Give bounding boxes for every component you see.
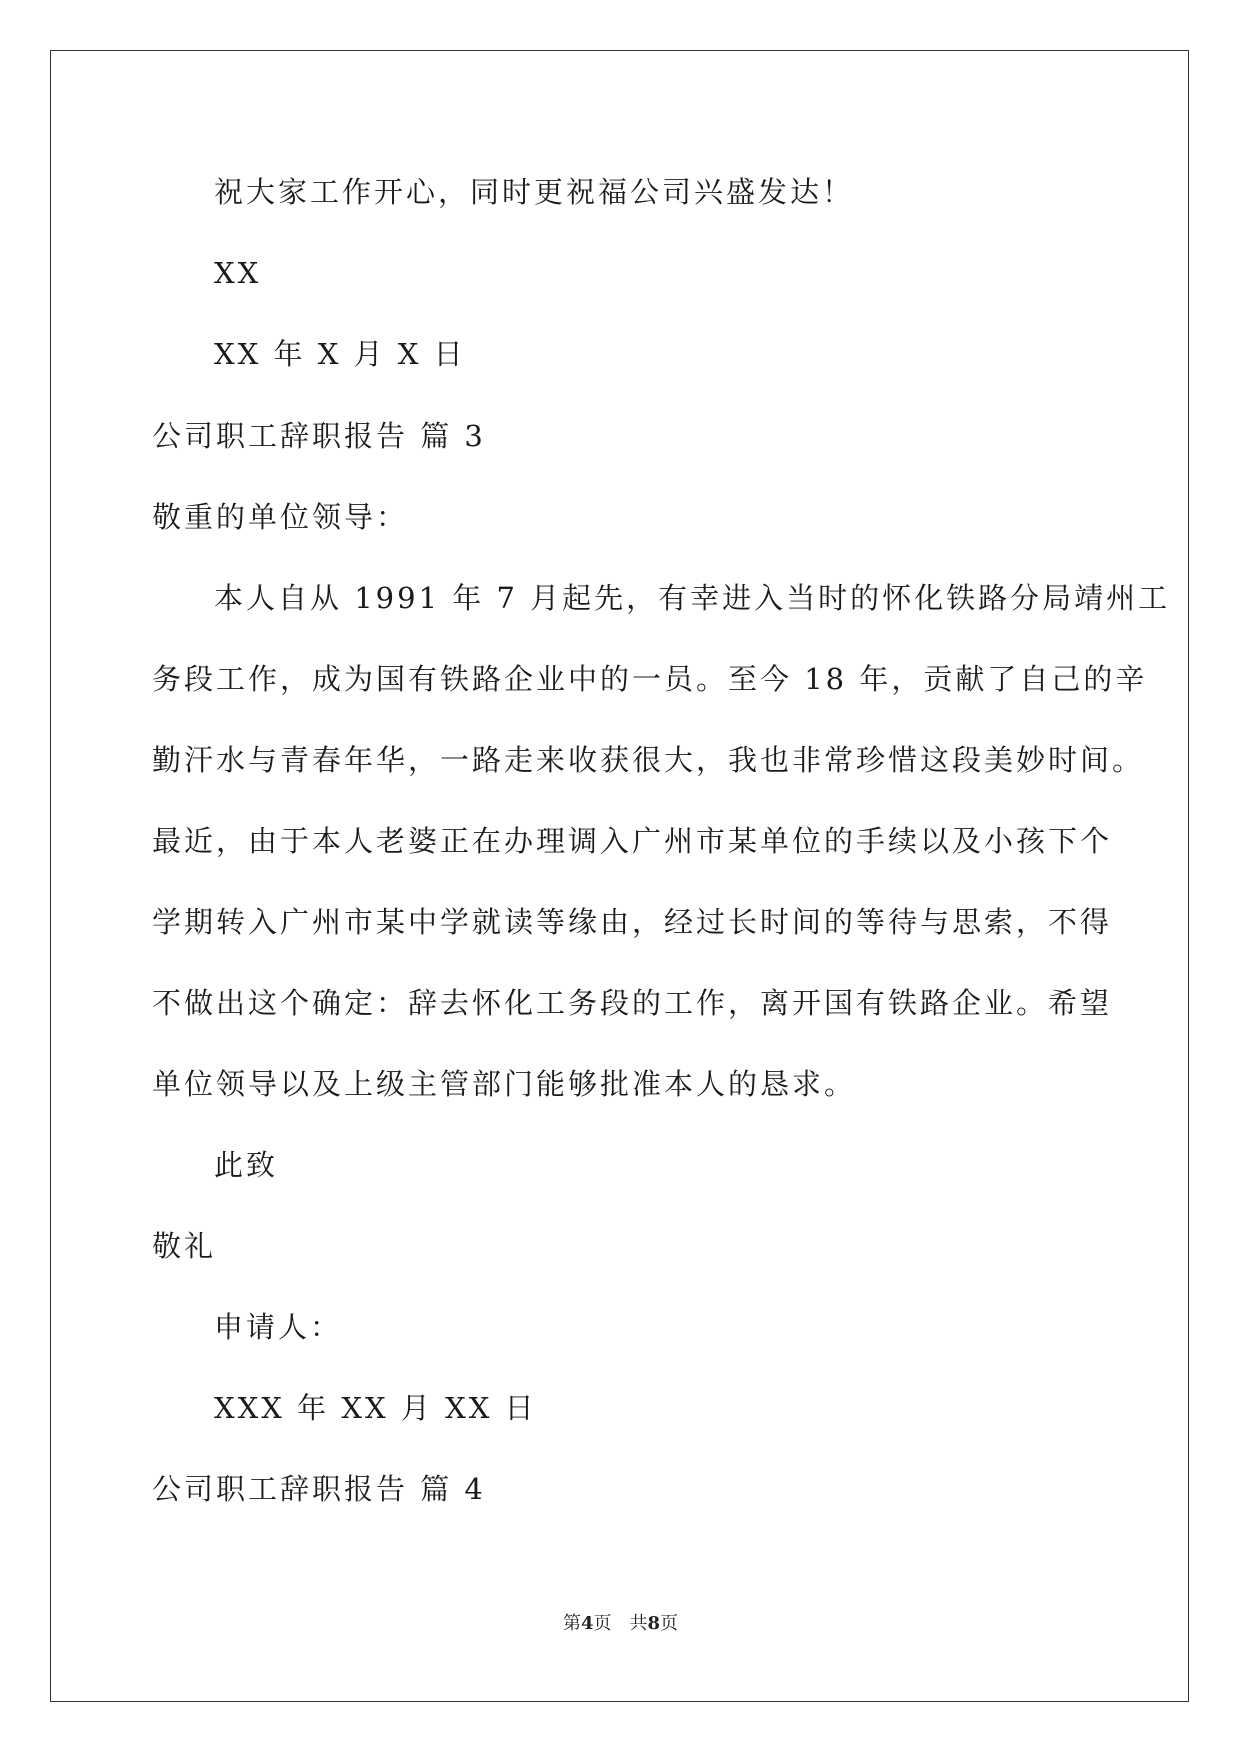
body-line: 务段工作，成为国有铁路企业中的一员。至今 18 年，贡献了自己的辛: [152, 662, 1148, 696]
footer-prefix: 第: [562, 1613, 581, 1634]
current-page-number: 4: [580, 1613, 594, 1634]
page-border: [50, 50, 1189, 1702]
body-line: 勤汗水与青春年华，一路走来收获很大，我也非常珍惜这段美妙时间。: [152, 743, 1145, 777]
section-heading-3: 公司职工辞职报告 篇 3: [152, 419, 486, 453]
signature-name: XX: [214, 256, 262, 290]
body-line: 单位领导以及上级主管部门能够批准本人的恳求。: [152, 1067, 857, 1101]
regards: 敬礼: [152, 1229, 217, 1263]
signature-date: XX 年 X 月 X 日: [214, 337, 466, 371]
body-line: 学期转入广州市某中学就读等缘由，经过长时间的等待与思索，不得: [152, 905, 1113, 939]
body-line: 本人自从 1991 年 7 月起先，有幸进入当时的怀化铁路分局靖州工: [214, 581, 1171, 615]
applicant-label: 申请人：: [214, 1310, 343, 1344]
applicant-date: XXX 年 XX 月 XX 日: [214, 1391, 537, 1425]
footer-mid: 页 共: [593, 1613, 648, 1634]
body-line: 最近，由于本人老婆正在办理调入广州市某单位的手续以及小孩下个: [152, 824, 1113, 858]
page-footer: [0, 1609, 1241, 1635]
closing-wish-line: 祝大家工作开心，同时更祝福公司兴盛发达！: [214, 175, 855, 209]
total-page-number: 8: [647, 1613, 661, 1634]
footer-suffix: 页: [660, 1613, 679, 1634]
section-heading-4: 公司职工辞职报告 篇 4: [152, 1472, 486, 1506]
body-line: 不做出这个确定：辞去怀化工务段的工作，离开国有铁路企业。希望: [152, 986, 1113, 1020]
salutation: 敬重的单位领导：: [152, 500, 409, 534]
closing-phrase: 此致: [214, 1148, 279, 1182]
